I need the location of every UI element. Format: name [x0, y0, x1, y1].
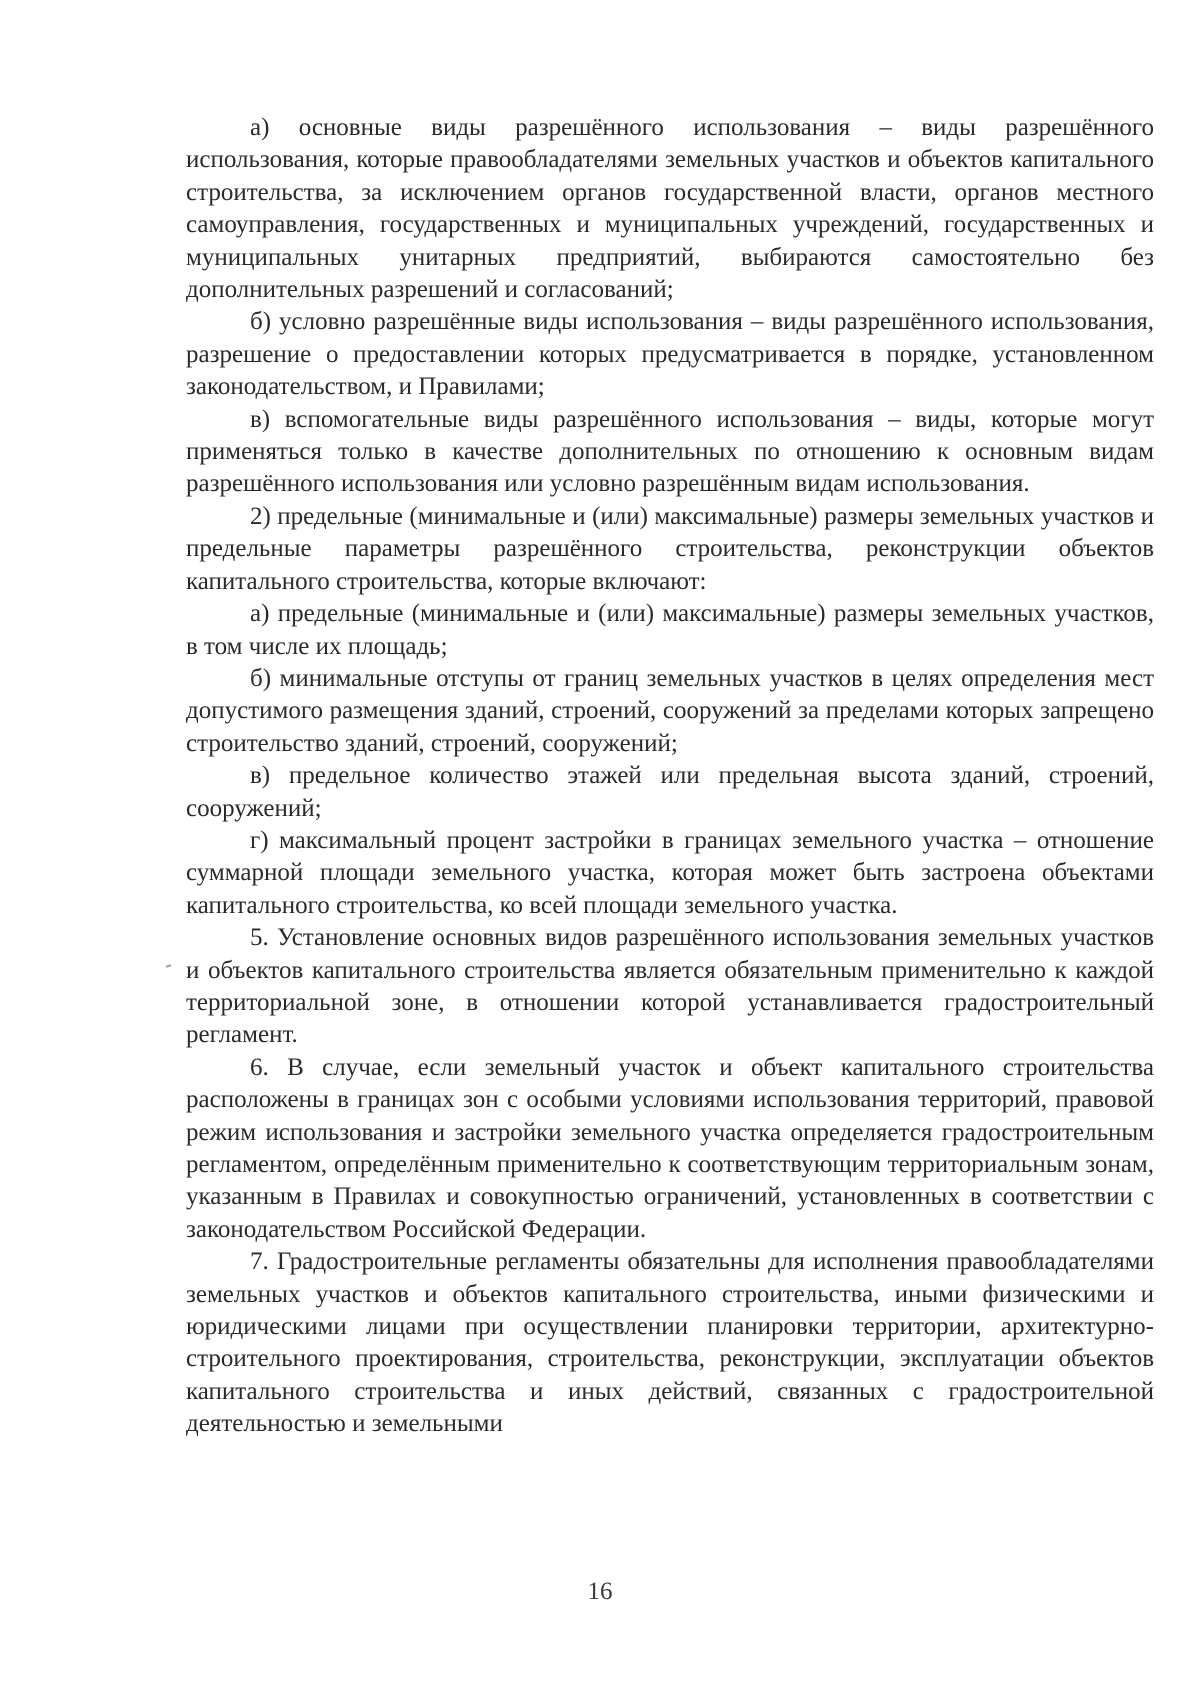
- paragraph-minimum-setbacks: б) минимальные отступы от границ земельных участков в целях определения мест допустимого размещения зданий, строений, сооружений за пределами которых запрещено строительство зданий, строений, сооружений;: [186, 664, 1154, 757]
- paragraph-max-building-coverage: г) максимальный процент застройки в границах земельного участка – отношение суммарной площади земельного участка, которая может быть застроена объектами капитального строительства, ко всей площади земельного участка.: [186, 826, 1154, 919]
- scan-speck-mark: [166, 964, 171, 968]
- paragraph-item-6: 6. В случае, если земельный участок и объект капитального строительства расположены в границах зон с особыми условиями использования территорий, правовой режим использования и застройки земельного участка определяется градостроительным регламентом, определённым применительно к соответствующим территориальным зонам, указанным в Правилах и совокупностью ограничений, установленных в соответствии с законодательством Российской Федерации.: [186, 1053, 1154, 1243]
- paragraph-floor-count-height: в) предельное количество этажей или предельная высота зданий, строений, сооружений;: [186, 762, 1154, 822]
- paragraph-auxiliary-use-types: в) вспомогательные виды разрешённого использования – виды, которые могут применяться только в качестве дополнительных по отношению к основным видам разрешённого использования или условно разрешённым видам использования.: [186, 405, 1154, 498]
- paragraph-basic-use-types: а) основные виды разрешённого использования – виды разрешённого использования, которые правообладателями земельных участков и объектов капитального строительства, за исключением органов государственной власти, органов местного самоуправления, государственных и муниципальных учреждений, государственных и муниципальных унитарных предприятий, выбираются самостоятельно без дополнительных разрешений и согласований;: [186, 114, 1154, 304]
- page-number: 16: [587, 1578, 613, 1605]
- document-body: [186, 112, 1154, 1441]
- paragraph-limit-sizes-and-parameters: 2) предельные (минимальные и (или) максимальные) размеры земельных участков и предельные параметры разрешённого строительства, реконструкции объектов капитального строительства, которые включают:: [186, 502, 1154, 595]
- paragraph-conditional-use-types: б) условно разрешённые виды использования – виды разрешённого использования, разрешение о предоставлении которых предусматривается в порядке, установленном законодательством, и Правилами;: [186, 308, 1154, 401]
- paragraph-item-5: 5. Установление основных видов разрешённого использования земельных участков и объектов капитального строительства является обязательным применительно к каждой территориальной зоне, в отношении которой устанавливается градостроительный регламент.: [186, 924, 1154, 1049]
- paragraph-item-7: 7. Градостроительные регламенты обязательны для исполнения правообладателями земельных участков и объектов капитального строительства, иными физическими и юридическими лицами при осуществлении планировки территории, архитектурно-строительного проектирования, строительства, реконструкции, эксплуатации объектов капитального строительства и иных действий, связанных с градостроительной деятельностью и земельными: [186, 1248, 1154, 1438]
- paragraph-plot-size-limits: а) предельные (минимальные и (или) максимальные) размеры земельных участков, в том числе их площадь;: [186, 600, 1154, 660]
